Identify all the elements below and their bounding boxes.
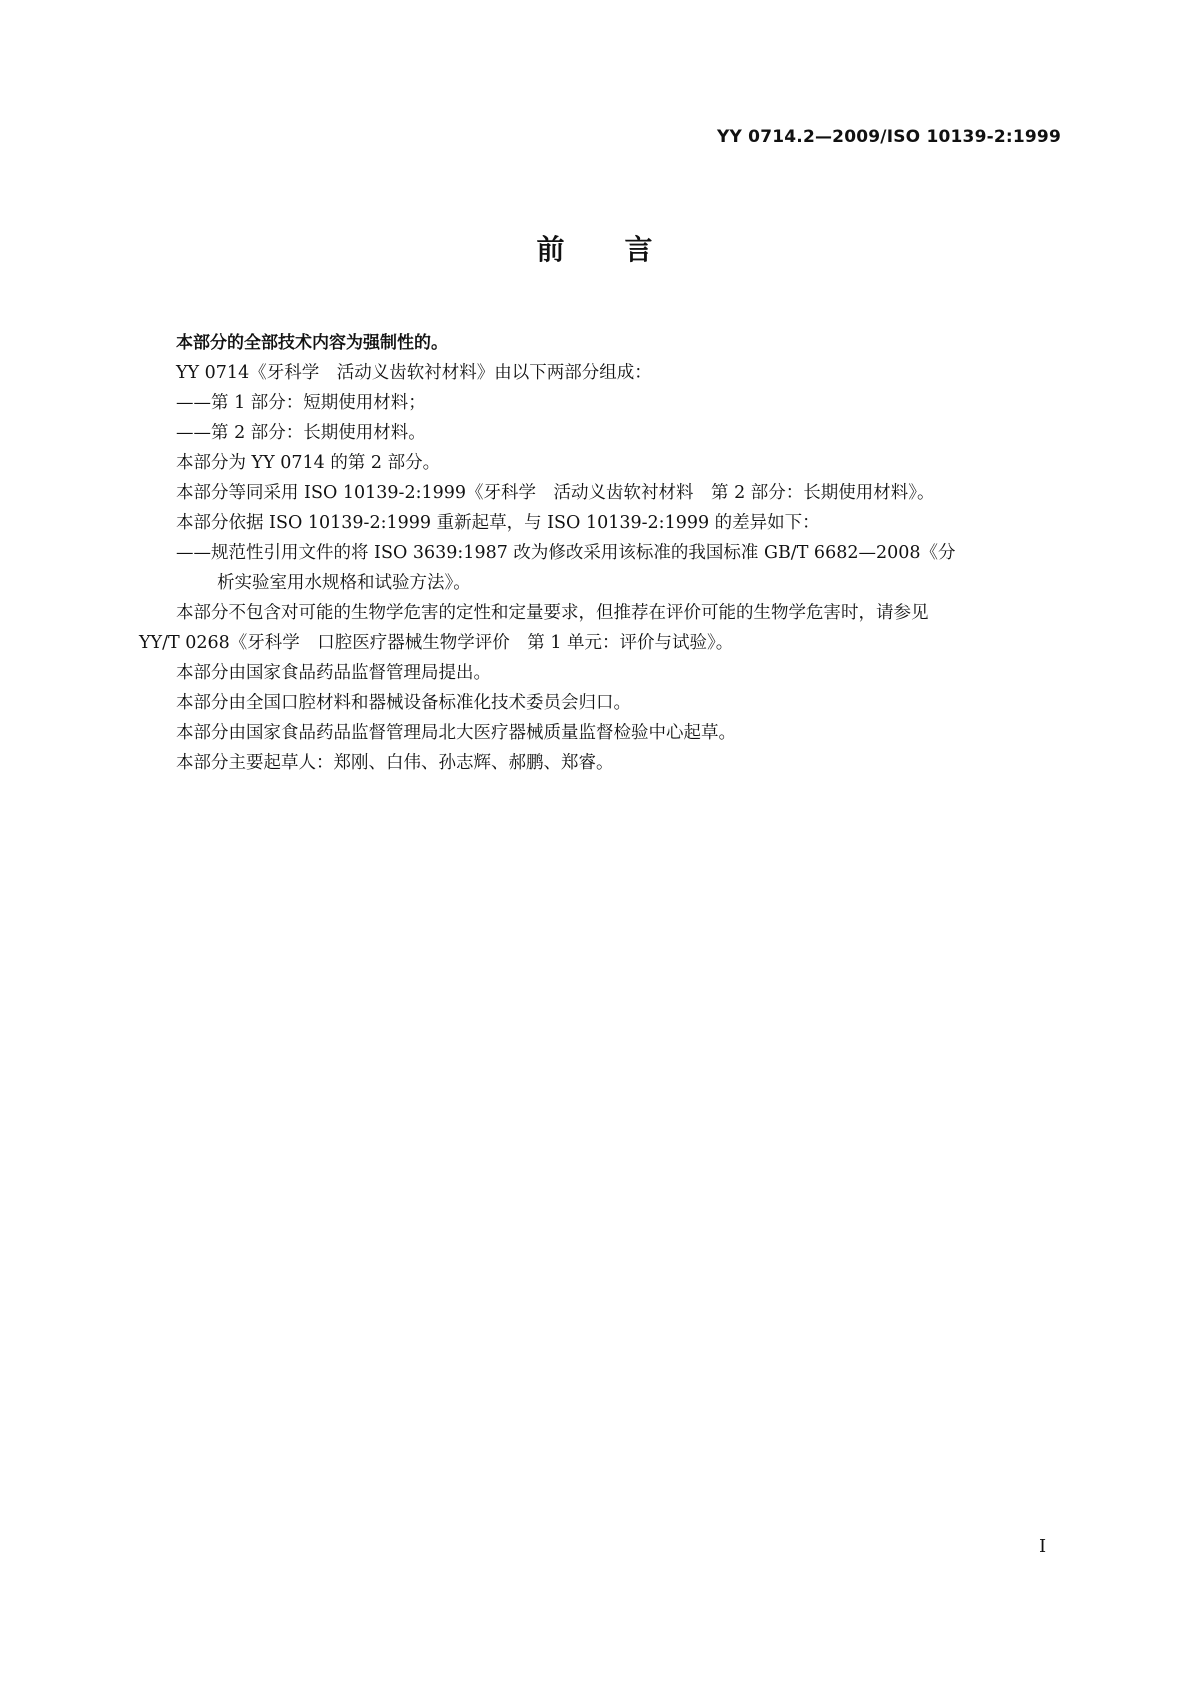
foreword-body [139,328,1059,778]
section-title-foreword [0,228,1191,268]
title-char-2: 言 [624,233,655,266]
paragraph-this-part: 本部分为 YY 0714 的第 2 部分。 [176,453,441,473]
paragraph-centralized-by: 本部分由全国口腔材料和器械设备标准化技术委员会归口。 [176,693,631,713]
standard-number-header: YY 0714.2—2009/ISO 10139-2:1999 [717,127,1061,147]
paragraph-equivalence: 本部分等同采用 ISO 10139-2:1999《牙科学 活动义齿软衬材料 第 2 部分：长期使用材料》。 [176,483,935,503]
paragraph-mandatory-statement: 本部分的全部技术内容为强制性的。 [176,333,448,353]
paragraph-biological-hazard-line-2: YY/T 0268《牙科学 口腔医疗器械生物学评价 第 1 单元：评价与试验》。 [139,633,734,653]
paragraph-drafted-by: 本部分由国家食品药品监督管理局北大医疗器械质量监督检验中心起草。 [176,723,736,743]
paragraph-main-drafters: 本部分主要起草人：郑刚、白伟、孙志辉、郝鹏、郑睿。 [176,753,614,773]
paragraph-parts-intro: YY 0714《牙科学 活动义齿软衬材料》由以下两部分组成： [176,363,652,383]
title-char-1: 前 [536,233,567,266]
list-item-part-1: ——第 1 部分：短期使用材料； [176,393,426,413]
page-number: I [1039,1536,1047,1557]
list-item-difference-line-2: 析实验室用水规格和试验方法》。 [217,573,471,593]
paragraph-proposed-by: 本部分由国家食品药品监督管理局提出。 [176,663,491,683]
paragraph-biological-hazard-line-1: 本部分不包含对可能的生物学危害的定性和定量要求，但推荐在评价可能的生物学危害时，请参见 [176,603,929,623]
list-item-difference-line-1: ——规范性引用文件的将 ISO 3639:1987 改为修改采用该标准的我国标准 GB/T 6682—2008《分 [176,543,956,563]
list-item-part-2: ——第 2 部分：长期使用材料。 [176,423,426,443]
paragraph-differences-intro: 本部分依据 ISO 10139-2:1999 重新起草，与 ISO 10139-2:1999 的差异如下： [176,513,820,533]
